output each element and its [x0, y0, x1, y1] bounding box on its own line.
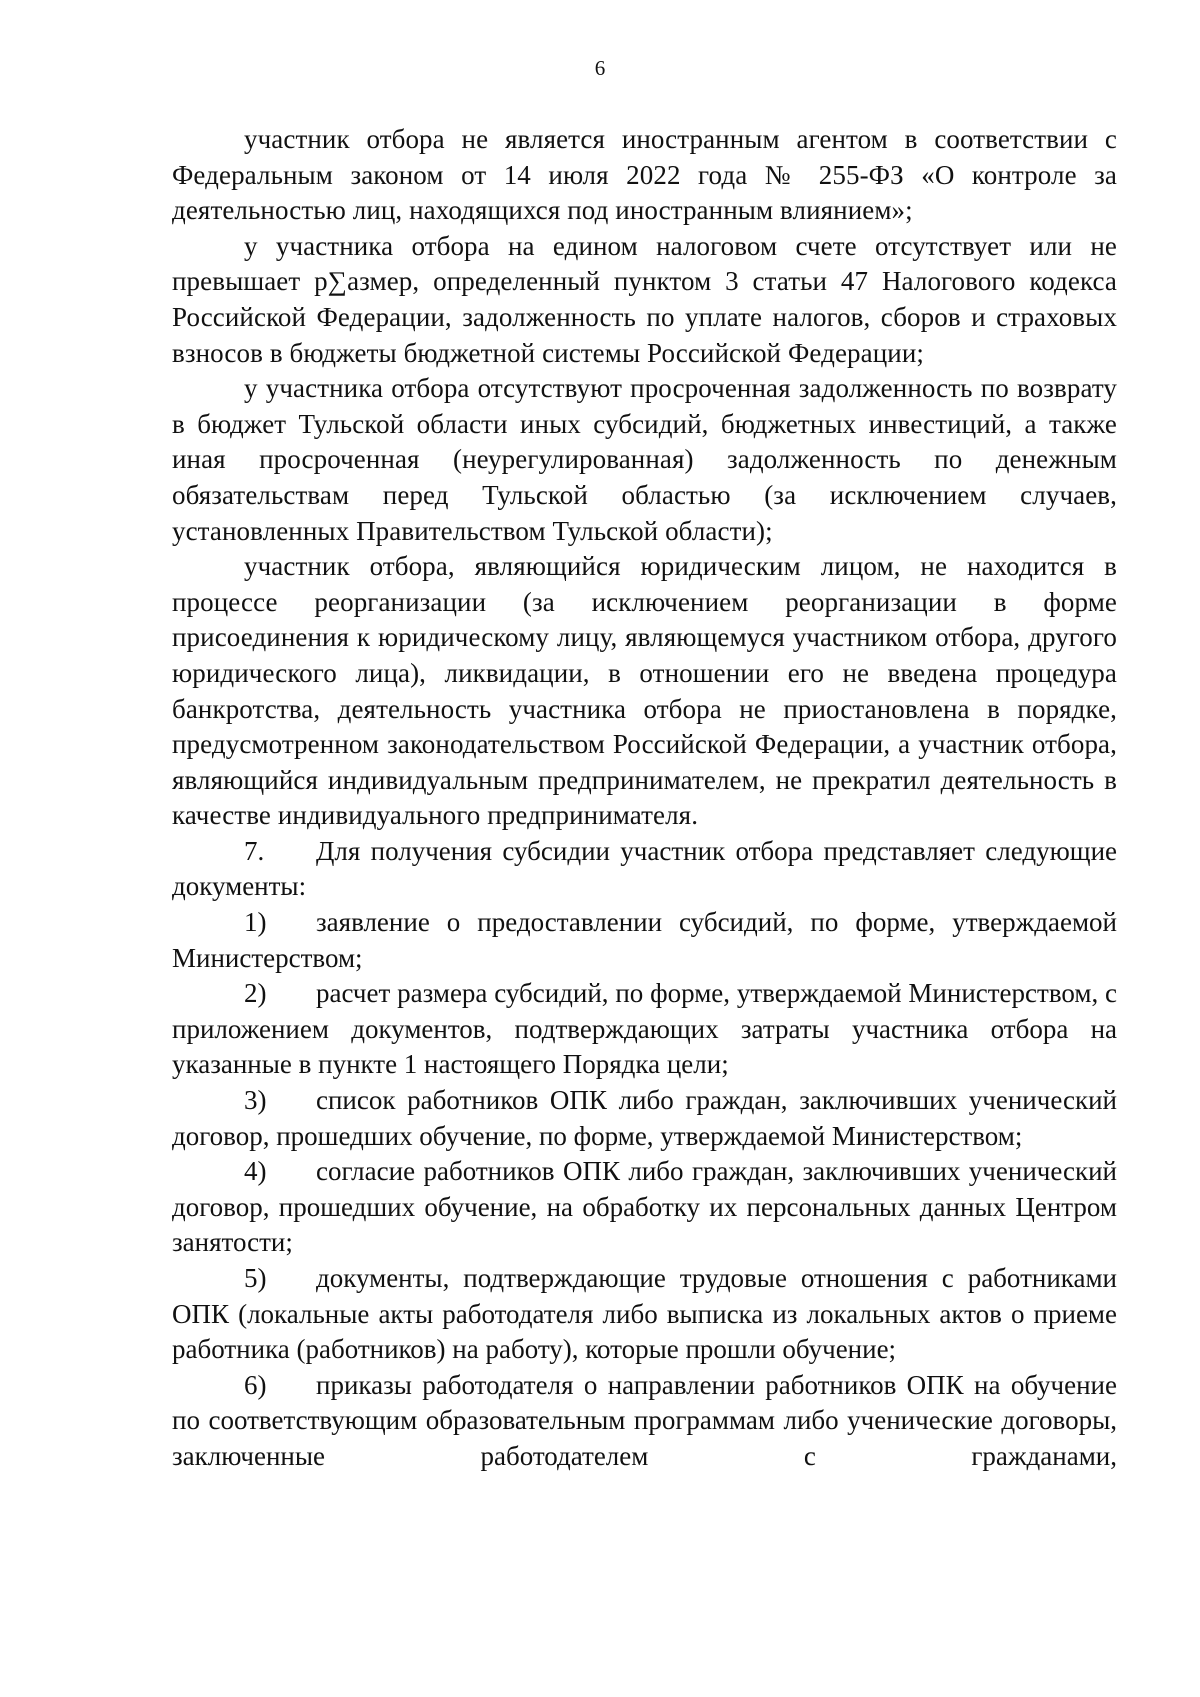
list-item-1	[172, 905, 1117, 976]
list-item-5	[172, 1261, 1117, 1368]
list-item-3	[172, 1083, 1117, 1154]
document-body	[172, 122, 1117, 1475]
list-item-4	[172, 1154, 1117, 1261]
list-item-1-number: 1)	[244, 907, 267, 938]
list-item-5-number: 5)	[244, 1263, 267, 1293]
list-item-5-text: документы, подтверждающие трудовые отношения с работниками ОПК (локальные акты работодателя либо выписка из локальных актов о приеме работника (работников) на работу), которые прошли обучение;	[172, 1263, 1117, 1365]
item-7	[172, 834, 1117, 905]
list-item-4-text: согласие работников ОПК либо граждан, заключивших ученический договор, прошедших обучение, на обработку их персональных данных Центром занятости;	[172, 1156, 1117, 1258]
paragraph-tax-debt: у участника отбора на едином налоговом счете отсутствует или не превышает р∑азмер, определенный пунктом 3 статьи 47 Налогового кодекса Российской Федерации, задолженность по уплате налогов, сборов и страховых взносов в бюджеты бюджетной системы Российской Федерации;	[172, 230, 1117, 368]
list-item-6-number: 6)	[244, 1369, 267, 1400]
list-item-6-text: приказы работодателя о направлении работников ОПК на обучение по соответствующим образовательным программам либо ученические договоры, заключенные работодателем с гражданами,	[172, 1369, 1117, 1471]
list-item-6	[172, 1368, 1117, 1475]
paragraph-foreign-agent: участник отбора не является иностранным агентом в соответствии с Федеральным законом от 14 июля 2022 года № 255-ФЗ «О контроле за деятельностью лиц, находящихся под иностранным влиянием»;	[172, 124, 1117, 226]
list-item-2	[172, 976, 1117, 1083]
list-item-2-number: 2)	[244, 978, 267, 1009]
list-item-3-number: 3)	[244, 1085, 267, 1116]
paragraph-overdue-debt: у участника отбора отсутствуют просроченная задолженность по возврату в бюджет Тульской области иных субсидий, бюджетных инвестиций, а также иная просроченная (неурегулированная) задолженность по денежным обязательствам перед Тульской областью (за исключением случаев, установленных Правительством Тульской области);	[172, 373, 1117, 546]
paragraph-reorganization: участник отбора, являющийся юридическим лицом, не находится в процессе реорганизации (за исключением реорганизации в форме присоединения к юридическому лицу, являющемуся участником отбора, другого юридического лица), ликвидации, в отношении его не введена процедура банкротства, деятельность участника отбора не приостановлена в порядке, предусмотренном законодательством Российской Федерации, а участник отбора, являющийся индивидуальным предпринимателем, не прекратил деятельность в качестве индивидуального предпринимателя.	[172, 551, 1117, 831]
page-number: 6	[594, 56, 606, 80]
list-item-3-text: список работников ОПК либо граждан, заключивших ученический договор, прошедших обучение, по форме, утверждаемой Министерством;	[172, 1085, 1117, 1151]
item-7-number: 7.	[244, 835, 265, 866]
item-7-text: Для получения субсидии участник отбора представляет следующие документы:	[172, 835, 1117, 902]
list-item-4-number: 4)	[244, 1156, 267, 1187]
list-item-1-text: заявление о предоставлении субсидий, по форме, утверждаемой Министерством;	[172, 907, 1117, 973]
list-item-2-text: расчет размера субсидий, по форме, утверждаемой Министерством, с приложением документов, подтверждающих затраты участника отбора на указанные в пункте 1 настоящего Порядка цели;	[172, 978, 1117, 1080]
